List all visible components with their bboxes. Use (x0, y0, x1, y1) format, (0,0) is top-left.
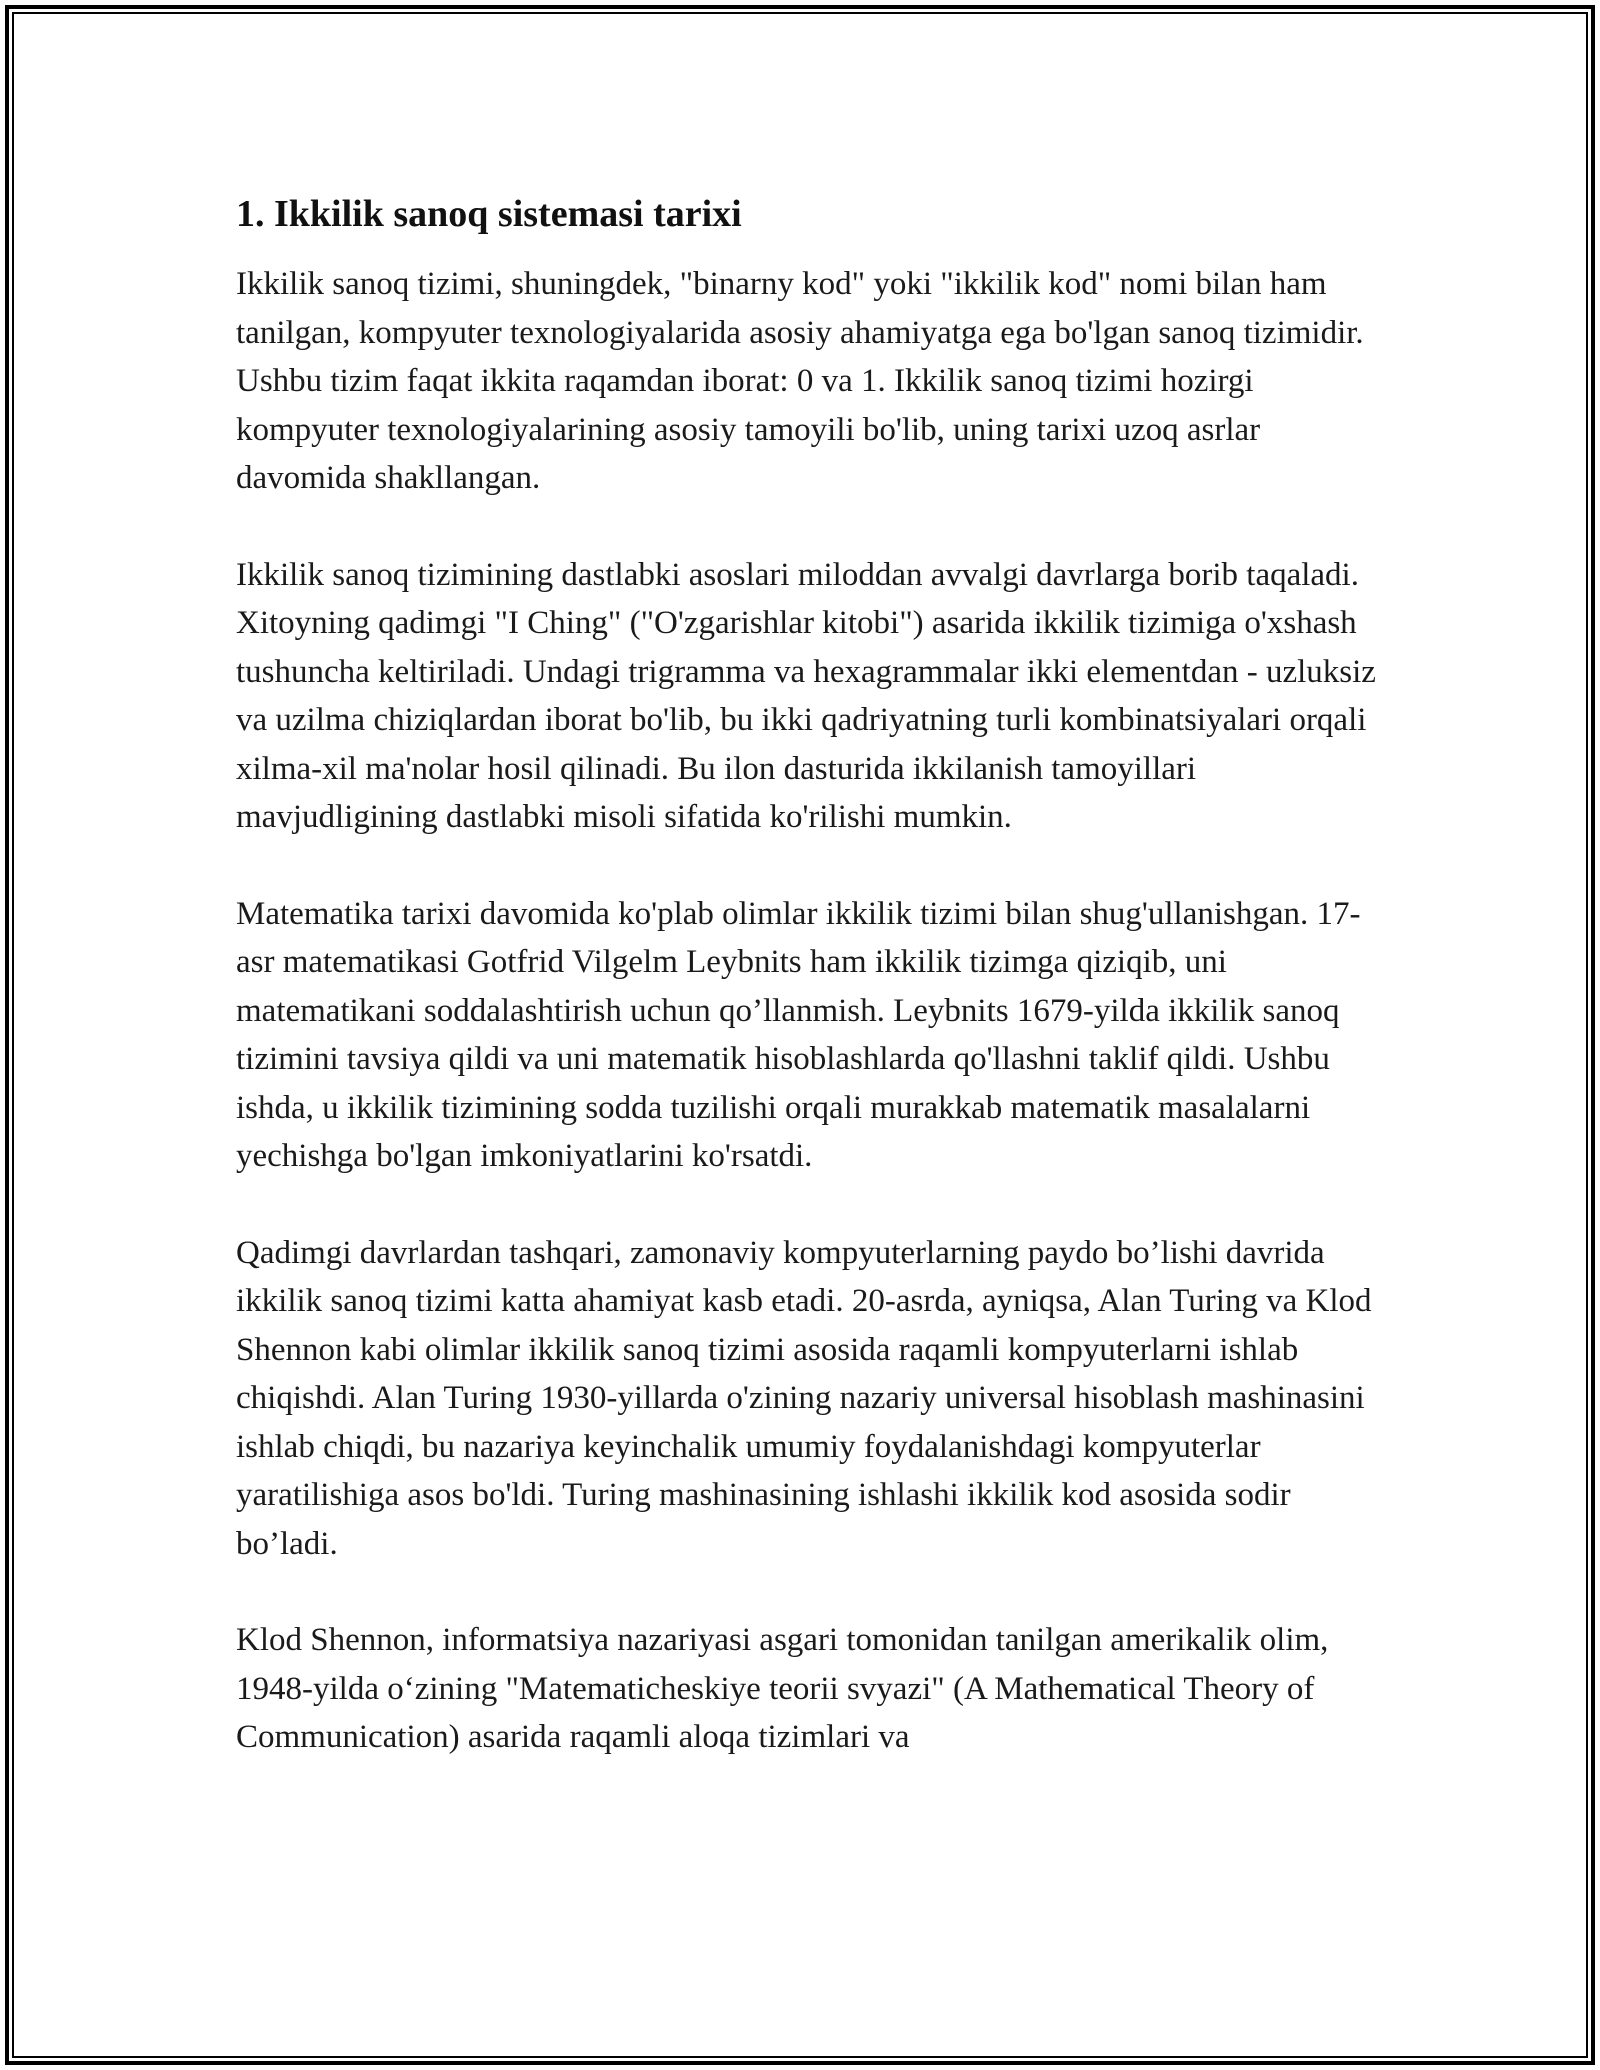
paragraph-leibniz: Matematika tarixi davomida ko'plab olimlar ikkilik tizimi bilan shug'ullanishgan. 17-asr matematikasi Gotfrid Vilgelm Leybnits ham ikkilik tizimga qiziqib, uni matematikani soddalashtirish uchun qo’llanmish. Leybnits 1679-yilda ikkilik sanoq tizimini tavsiya qildi va uni matematik hisoblashlarda qo'llashni taklif qildi. Ushbu ishda, u ikkilik tizimining sodda tuzilishi orqali murakkab matematik masalalarni yechishga bo'lgan imkoniyatlarini ko'rsatdi. (236, 895, 1361, 1174)
paragraph-i-ching: Ikkilik sanoq tizimining dastlabki asoslari miloddan avvalgi davrlarga borib taqaladi. Xitoyning qadimgi "I Ching" ("O'zgarishlar kitobi") asarida ikkilik tizimiga o'xshash tushuncha keltiriladi. Undagi trigramma va hexagrammalar ikki elementdan - uzluksiz va uzilma chiziqlardan iborat bo'lib, bu ikki qadriyatning turli kombinatsiyalari orqali xilma-xil ma'nolar hosil qilinadi. Bu ilon dasturida ikkilanish tamoyillari mavjudligining dastlabki misoli sifatida ko'rilishi mumkin. (236, 556, 1376, 835)
paragraph-intro: Ikkilik sanoq tizimi, shuningdek, "binarny kod" yoki "ikkilik kod" nomi bilan ham tanilgan, kompyuter texnologiyalarida asosiy ahamiyatga ega bo'lgan sanoq tizimidir. Ushbu tizim faqat ikkita raqamdan iborat: 0 va 1. Ikkilik sanoq tizimi hozirgi kompyuter texnologiyalarining asosiy tamoyili bo'lib, uning tarixi uzoq asrlar davomida shakllangan. (236, 266, 1364, 496)
section-heading: 1. Ikkilik sanoq sistemasi tarixi (236, 193, 742, 235)
paragraph-turing: Qadimgi davrlardan tashqari, zamonaviy kompyuterlarning paydo bo’lishi davrida ikkilik sanoq tizimi katta ahamiyat kasb etadi. 20-asrda, ayniqsa, Alan Turing va Klod Shennon kabi olimlar ikkilik sanoq tizimi asosida raqamli kompyuterlarni ishlab chiqishdi. Alan Turing 1930-yillarda o'zining nazariy universal hisoblash mashinasini ishlab chiqdi, bu nazariya keyinchalik umumiy foydalanishdagi kompyuterlar yaratilishiga asos bo'ldi. Turing mashinasining ishlashi ikkilik kod asosida sodir bo’ladi. (236, 1234, 1372, 1562)
document-body (236, 190, 1376, 1762)
paragraph-shannon: Klod Shennon, informatsiya nazariyasi asgari tomonidan tanilgan amerikalik olim, 1948-yilda o‘zining "Matematicheskiye teorii svyazi" (A Mathematical Theory of Communication) asarida raqamli aloqa tizimlari va (236, 1622, 1329, 1755)
